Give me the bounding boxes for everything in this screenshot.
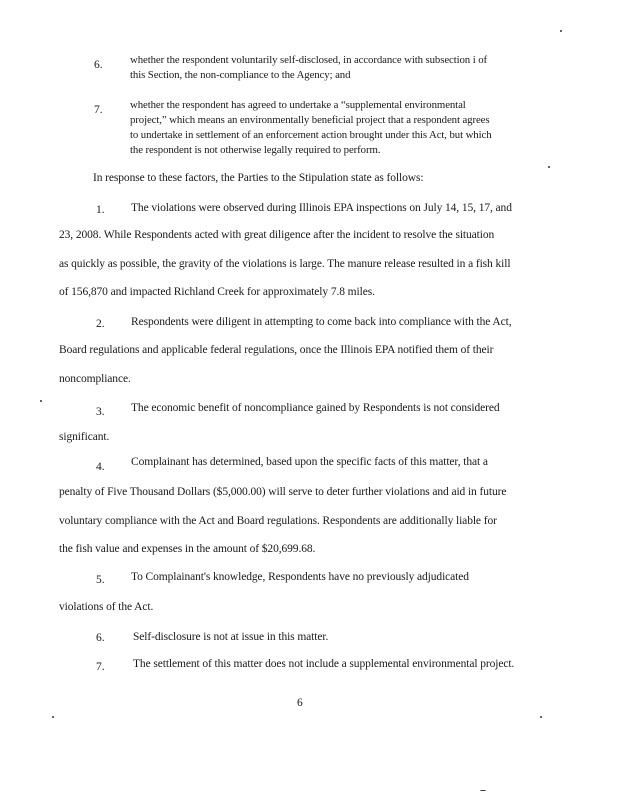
paragraph-number: 3. bbox=[96, 406, 105, 418]
paragraph-text-line: The economic benefit of noncompliance gained by Respondents is not considered bbox=[131, 402, 500, 414]
paragraph-text-line: Respondents were diligent in attempting to come back into compliance with the Act, bbox=[131, 316, 512, 328]
item-text-line: whether the respondent has agreed to undertake a “supplemental environmental bbox=[130, 99, 466, 111]
paragraph-number: 7. bbox=[96, 661, 105, 673]
paragraph-text-line: noncompliance. bbox=[59, 373, 131, 385]
paragraph-text-line: of 156,870 and impacted Richland Creek for approximately 7.8 miles. bbox=[59, 286, 375, 298]
paragraph-text-line: To Complainant's knowledge, Respondents have no previously adjudicated bbox=[131, 571, 469, 583]
paragraph-text-line: the fish value and expenses in the amount of $20,699.68. bbox=[59, 543, 316, 555]
paragraph-text-line: penalty of Five Thousand Dollars ($5,000.00) will serve to deter further violations and aid in future bbox=[59, 486, 507, 498]
paragraph-text-line: Board regulations and applicable federal regulations, once the Illinois EPA notified them of their bbox=[59, 344, 494, 356]
paragraph-text-line: The settlement of this matter does not include a supplemental environmental project. bbox=[133, 658, 515, 670]
scan-speck bbox=[480, 790, 486, 791]
paragraph-text-line: Self-disclosure is not at issue in this matter. bbox=[133, 631, 329, 643]
paragraph-text-line: as quickly as possible, the gravity of the violations is large. The manure release resulted in a fish kill bbox=[59, 258, 511, 270]
item-text-line: project,” which means an environmentally beneficial project that a respondent agrees bbox=[130, 114, 490, 126]
paragraph-number: 6. bbox=[96, 632, 105, 644]
paragraph-text-line: violations of the Act. bbox=[59, 601, 154, 613]
paragraph-number: 4. bbox=[96, 461, 105, 473]
item-text-line: whether the respondent voluntarily self-disclosed, in accordance with subsection i of bbox=[130, 54, 487, 66]
scan-speck bbox=[52, 716, 54, 718]
scan-speck bbox=[548, 166, 550, 168]
item-number: 6. bbox=[94, 59, 103, 71]
paragraph-text-line: Complainant has determined, based upon the specific facts of this matter, that a bbox=[131, 456, 488, 468]
paragraph-text-line: significant. bbox=[59, 431, 110, 443]
scan-speck bbox=[540, 716, 542, 718]
scan-speck bbox=[560, 30, 562, 32]
paragraph-text-line: The violations were observed during Illinois EPA inspections on July 14, 15, 17, and bbox=[131, 202, 512, 214]
page-number: 6 bbox=[297, 697, 303, 709]
item-text-line: the respondent is not otherwise legally required to perform. bbox=[130, 144, 381, 156]
item-number: 7. bbox=[94, 104, 103, 116]
paragraph-text-line: 23, 2008. While Respondents acted with great diligence after the incident to resolve the situation bbox=[59, 229, 495, 241]
item-text-line: to undertake in settlement of an enforcement action brought under this Act, but which bbox=[130, 129, 492, 141]
item-text-line: this Section, the non-compliance to the Agency; and bbox=[130, 69, 351, 81]
paragraph-number: 1. bbox=[96, 204, 105, 216]
scan-speck bbox=[40, 400, 42, 402]
paragraph-number: 2. bbox=[96, 318, 105, 330]
intro-text: In response to these factors, the Parties to the Stipulation state as follows: bbox=[93, 172, 424, 184]
paragraph-text-line: voluntary compliance with the Act and Board regulations. Respondents are additionally liable for bbox=[59, 515, 497, 527]
paragraph-number: 5. bbox=[96, 574, 105, 586]
